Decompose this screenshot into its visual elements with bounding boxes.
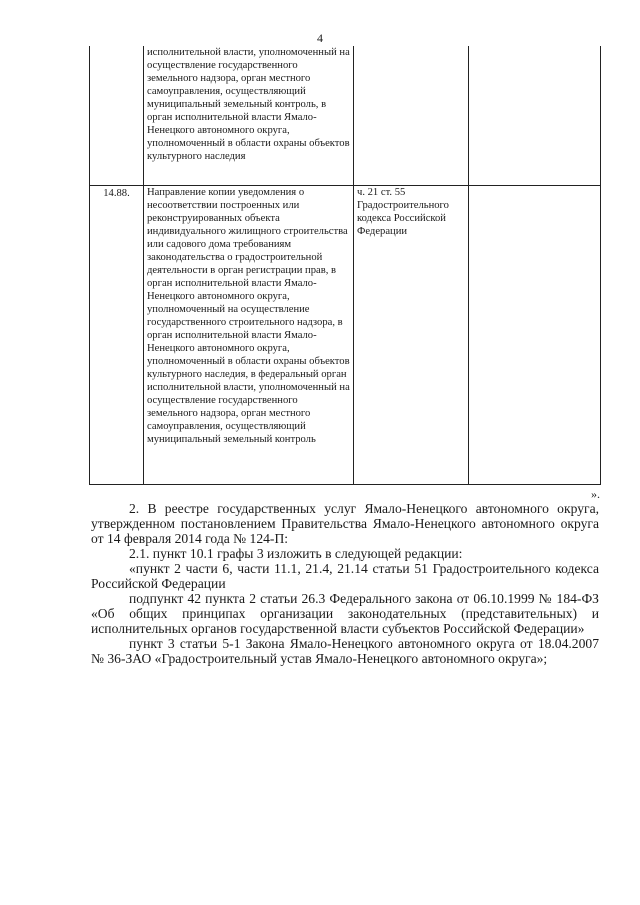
paragraph-item-2-1: 2.1. пункт 10.1 графы 3 изложить в следующей редакции: <box>129 546 463 561</box>
document-body <box>91 501 599 666</box>
row-description-cell: исполнительной власти, уполномоченный на осуществление государственного земельного надзора, орган местного самоуправления, осуществляющий муниципальный земельный контроль, в орган исполнительной власти Ямало-Ненецкого автономного округа, уполномоченный в области охраны объектов культурного наследия <box>144 46 354 186</box>
table-row <box>90 46 601 186</box>
table-row <box>90 186 601 485</box>
row-number-cell: 14.88. <box>90 186 144 485</box>
row-description-cell: Направление копии уведомления о несоответствии построенных или реконструированных объекта индивидуального жилищного строительства или садового дома требованиям законодательства о градостроительной деятельности в орган регистрации прав, в орган исполнительной власти Ямало-Ненецкого автономного округа, уполномоченный на осуществление государственного строительного надзора, в орган исполнительной власти Ямало-Ненецкого автономного округа, уполномоченный в области охраны объектов культурного наследия, в федеральный орган исполнительной власти, уполномоченный на осуществление государственного земельного надзора, орган местного самоуправления, осуществляющий муниципальный земельный контроль <box>144 186 354 485</box>
paragraph-regional-law-ref: пункт 3 статьи 5-1 Закона Ямало-Ненецкого автономного округа от 18.04.2007 № 36-ЗАО «Градостроительный устав Ямало-Ненецкого автономного округа»; <box>91 636 599 666</box>
row-legal-basis-cell <box>354 46 469 186</box>
row-extra-cell <box>469 186 601 485</box>
row-legal-basis-cell: ч. 21 ст. 55 Градостроительного кодекса Российской Федерации <box>354 186 469 485</box>
paragraph-registry-amendment: 2. В реестре государственных услуг Ямало-Ненецкого автономного округа, утвержденном постановлением Правительства Ямало-Ненецкого автономного округа от 14 февраля 2014 года № 124-П: <box>91 501 599 546</box>
paragraph-urban-code-ref: «пункт 2 части 6, части 11.1, 21.4, 21.14 статьи 51 Градостроительного кодекса Российской Федерации <box>91 561 599 591</box>
row-number-cell <box>90 46 144 186</box>
table-closing-quote: ». <box>591 487 600 501</box>
row-extra-cell <box>469 46 601 186</box>
page-number: 4 <box>317 31 323 45</box>
services-table <box>89 46 601 485</box>
paragraph-federal-law-ref: подпункт 42 пункта 2 статьи 26.3 Федерального закона от 06.10.1999 № 184-ФЗ «Об общих принципах организации законодательных (представительных) и исполнительных органов государственной власти субъектов Российской Федерации» <box>91 591 599 636</box>
